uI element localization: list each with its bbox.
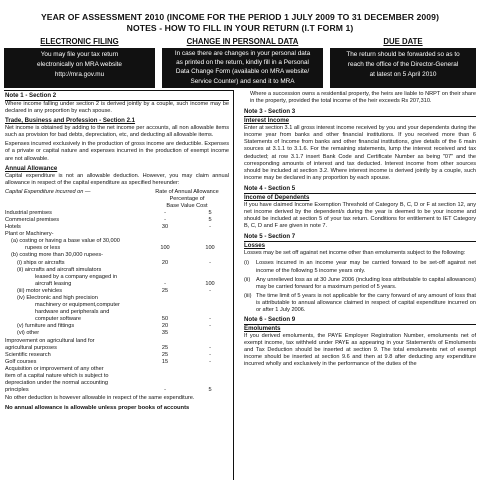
losses-list-item — [244, 293, 476, 314]
annual-allowance-heading: Annual Allowance — [5, 164, 58, 172]
rate-row-label: leased by a company engaged in — [35, 273, 118, 280]
emoluments-heading: Emoluments — [244, 325, 281, 333]
losses-item-text: The time limit of 5 years is not applicable for the carry forward of any amount of loss that is attributable to annual allowance claimed in respect of capital expenditure incurred on or after 1 July 2006. — [256, 292, 476, 313]
rate-base-value: - — [164, 387, 166, 394]
note-6-heading: Note 6 - Section 9 — [244, 316, 476, 325]
rate-table-row — [5, 210, 229, 217]
rate-table-row — [5, 224, 229, 231]
personal-data-body — [162, 48, 323, 88]
rate-base-value: 15 — [161, 358, 169, 365]
note-4-heading: Note 4 - Section 5 — [244, 185, 476, 194]
rate-table-row — [5, 302, 229, 309]
dependents-heading: Income of Dependents — [244, 193, 310, 201]
rate-head-line: Base Value Cost — [166, 203, 208, 210]
rate-table-column-heads — [145, 189, 229, 210]
rate-table-row — [5, 288, 229, 295]
emoluments-paragraph: If you derived emoluments, the PAYE Employer Registration Number, emoluments net of exempt income, tax withheld under PAYE as appearing in your Statement/s of Emoluments and Tax Deduction should be inserted at section 9. The total emoluments net of exempt income should be inserted at section 9.6 and then at 9.8 after deducting any expenditure incurred wholly and exclusively in the performance of the duties of the — [244, 333, 476, 368]
rate-table-row — [5, 238, 229, 245]
rate-row-label: depreciation under the normal accounting — [5, 380, 108, 387]
rate-cost: - — [209, 358, 211, 365]
rate-cost: 100 — [205, 280, 215, 287]
rate-table-row — [5, 338, 229, 345]
rate-cost: - — [209, 287, 211, 294]
rate-base-value: 30 — [161, 224, 169, 231]
electronic-filing-box — [4, 37, 155, 88]
title-line-2: NOTES - HOW TO FILL IN YOUR RETURN (I.T FORM 1) — [126, 23, 354, 33]
rate-head-line: Rate of Annual Allowance — [155, 188, 219, 195]
rate-base-value: 20 — [161, 323, 169, 330]
rate-row-label: (iv) Electronic and high precision — [17, 294, 98, 301]
rate-table-label: Capital Expenditure incurred on — — [5, 188, 91, 195]
losses-item-text: Losses incurred in an income year may be carried forward to be set-off against net income of the following 5 income years only. — [256, 260, 476, 274]
rate-cost: 5 — [208, 387, 212, 394]
personal-data-line: Service Counter) and send it to MRA — [190, 77, 295, 85]
personal-data-line: as printed on the return, kindly fill in a Personal — [176, 59, 309, 67]
rate-base-value: - — [164, 280, 166, 287]
rate-row-label: (ii) aircrafts and aircraft simulators — [17, 266, 102, 273]
rate-cost: - — [209, 351, 211, 358]
due-date-body — [330, 48, 476, 88]
interest-heading: Interest Income — [244, 117, 290, 125]
losses-list-item — [244, 260, 476, 274]
personal-data-line: In case there are changes in your personal data — [174, 50, 311, 57]
note-3-heading: Note 3 - Section 3 — [244, 108, 476, 117]
rate-table-row — [5, 352, 229, 359]
rate-row-label: Improvement on agricultural land for — [5, 337, 95, 344]
succession-paragraph: Where a succession owns a residential property, the heirs are liable to NRPT on their share in the property, provided the total income of the heir exceeds Rs 207,310. — [250, 91, 476, 105]
electronic-filing-link[interactable]: http://mra.gov.mu — [54, 71, 105, 78]
rate-row-label: Acquisition or improvement of any other — [5, 365, 104, 372]
dependents-paragraph: If you have claimed Income Exemption Threshold of Category B, C, D or F at section 12, any net income derived by the dependent/s during the year is deemed to be your income and should be included at section 5 of your tax return. Conditions for entitlement to IET Category B, C, D and F are given in note 7. — [244, 201, 476, 230]
rate-row-label: Scientific research — [5, 351, 51, 358]
due-date-line: at latest on 5 April 2010 — [369, 71, 437, 78]
due-date-line: The return should be forwarded so as to — [346, 51, 460, 58]
rate-cost: - — [209, 316, 211, 323]
losses-paragraph: Losses may be set off against net income other than emoluments subject to the following: — [244, 250, 466, 257]
rate-row-label: aircraft leasing — [35, 280, 72, 287]
losses-list — [244, 260, 476, 314]
rate-table-row — [5, 359, 229, 366]
rate-table-row — [5, 231, 229, 238]
electronic-filing-body — [4, 48, 155, 88]
left-column — [4, 90, 234, 480]
page-title — [0, 12, 480, 34]
rate-row-label: agricultural purposes — [5, 344, 57, 351]
rate-base-value: 35 — [161, 330, 169, 337]
losses-item-text: Any unrelieved loss as at 30 June 2006 (including loss attributable to capital allowances) may be carried forward for a maximum period of 5 years. — [256, 276, 476, 290]
rate-cost: 100 — [205, 245, 215, 252]
interest-paragraph: Enter at section 3.1 all gross interest income received by you and your dependents during the income year from banks and other financial institutions. If you received more than 6 Statements of Income from banks and other financial institutions, give details of the 6 main sources at 3.1.1 to 3.1.6. For the remaining statements, lump the interest received and tax deducted; at row 3.1.7 insert Bank Code and Certificate Number as being "07" and the corresponding amounts of interest and tax deducted. Interest income from other sources should be included at section 3.2. Where interest income is derived jointly by a couple, such income may be declared in any proportion by each spouse. — [244, 125, 476, 181]
personal-data-heading: CHANGE IN PERSONAL DATA — [162, 37, 323, 48]
electronic-filing-line: You may file your tax return — [40, 51, 119, 58]
rate-table-row — [5, 217, 229, 224]
rate-cost: - — [209, 323, 211, 330]
rate-table-row — [5, 245, 229, 252]
electronic-filing-line: electronically on MRA website — [37, 61, 122, 68]
rate-table-row — [5, 387, 229, 394]
rate-base-value: 100 — [160, 245, 170, 252]
rate-table-row — [5, 281, 229, 288]
trade-paragraph-2: Expenses incurred exclusively in the production of gross income are deductible. Expenses of a private or capital nature and expenses incurred in the production of exempt income are not allowable. — [5, 141, 229, 162]
trade-heading: Trade, Business and Profession - Section 2.1 — [5, 117, 136, 125]
personal-data-line: Data Change Form (available on MRA website/ — [175, 68, 310, 76]
rate-row-label: (vi) other — [17, 330, 40, 337]
rate-table-row — [5, 373, 229, 380]
losses-item-number: (ii) — [244, 276, 251, 283]
rate-table-row — [5, 267, 229, 274]
trade-paragraph-1: Net income is obtained by adding to the net income per accounts, all non allowable items such as provision for bad debts, depreciation, etc, and deducting all allowable items. — [5, 125, 229, 139]
rate-row-label: computer software — [35, 316, 82, 323]
rate-table-row — [5, 316, 229, 323]
due-date-box — [330, 37, 476, 88]
tail-note-2: No annual allowance is allowable unless proper books of accounts — [5, 405, 190, 412]
rate-row-label: rupees or less — [25, 245, 61, 252]
rate-table-row — [5, 345, 229, 352]
electronic-filing-heading: ELECTRONIC FILING — [4, 37, 155, 48]
rate-row-label: (v) furniture and fittings — [17, 323, 75, 330]
rate-table-row — [5, 260, 229, 267]
rate-row-label: Commercial premises — [5, 216, 60, 223]
info-boxes — [4, 37, 476, 88]
rate-table-row — [5, 380, 229, 387]
due-date-heading: DUE DATE — [330, 37, 476, 48]
note-1-text: Where income falling under section 2 is derived jointly by a couple, such income may be declared in any proportion by each spouse. — [5, 101, 229, 115]
rate-table-row — [5, 252, 229, 259]
rate-table-row — [5, 323, 229, 330]
rate-row-label: hardware and peripherals and — [35, 309, 110, 316]
rate-table-row — [5, 366, 229, 373]
rate-table-row — [5, 295, 229, 302]
losses-item-number: (iii) — [244, 292, 252, 299]
losses-list-item — [244, 277, 476, 291]
rate-row-label: Golf courses — [5, 358, 37, 365]
rate-table-row — [5, 274, 229, 281]
rate-cost: - — [209, 224, 211, 231]
rate-row-label: Industrial premises — [5, 209, 52, 216]
rate-row-label: Plant or Machinery- — [5, 231, 54, 238]
losses-item-number: (i) — [244, 260, 249, 267]
title-line-1: YEAR OF ASSESSMENT 2010 (INCOME FOR THE PERIOD 1 JULY 2009 TO 31 DECEMBER 2009) — [40, 12, 440, 22]
rate-base-value: 25 — [161, 287, 169, 294]
rate-row-label: principles — [5, 387, 29, 394]
annual-allowance-paragraph: Capital expenditure is not an allowable deduction. However, you may claim annual allowance in respect of the capital expenditure as specified hereunder: — [5, 172, 229, 186]
rate-cost: - — [209, 344, 211, 351]
rate-row-label: machinery or equipment,computer — [35, 302, 120, 309]
rate-table-header — [5, 189, 229, 210]
rate-cost: 5 — [208, 216, 212, 223]
rate-base-value: 20 — [161, 259, 169, 266]
rate-base-value: 50 — [161, 316, 169, 323]
right-column — [238, 90, 476, 480]
rate-table-row — [5, 330, 229, 337]
rate-cost: 5 — [208, 209, 212, 216]
rate-base-value: 25 — [161, 344, 169, 351]
rate-base-value: - — [164, 216, 166, 223]
losses-heading: Losses — [244, 242, 266, 250]
note-1-heading: Note 1 - Section 2 — [5, 92, 229, 101]
rate-head-line: Percentage of — [169, 195, 205, 202]
rate-base-value: 25 — [161, 351, 169, 358]
rate-row-label: (a) costing or having a base value of 30,000 — [11, 238, 120, 245]
rate-cost: - — [209, 259, 211, 266]
due-date-line: reach the office of the Director-General — [347, 61, 459, 68]
tail-note-1: No other deduction is however allowable in respect of the same expenditure. — [5, 395, 195, 402]
rate-base-value: - — [164, 209, 166, 216]
rate-row-label: Hotels — [5, 224, 21, 231]
rate-row-label: (i) ships or aircrafts — [17, 259, 65, 266]
rate-table-body — [5, 210, 229, 394]
rate-row-label: (b) costing more than 30,000 rupees- — [11, 252, 104, 259]
personal-data-box — [162, 37, 323, 88]
rate-table-row — [5, 309, 229, 316]
note-5-heading: Note 5 - Section 7 — [244, 233, 476, 242]
rate-row-label: (iii) motor vehicles — [17, 287, 63, 294]
rate-row-label: item of a capital nature which is subject to — [5, 373, 109, 379]
